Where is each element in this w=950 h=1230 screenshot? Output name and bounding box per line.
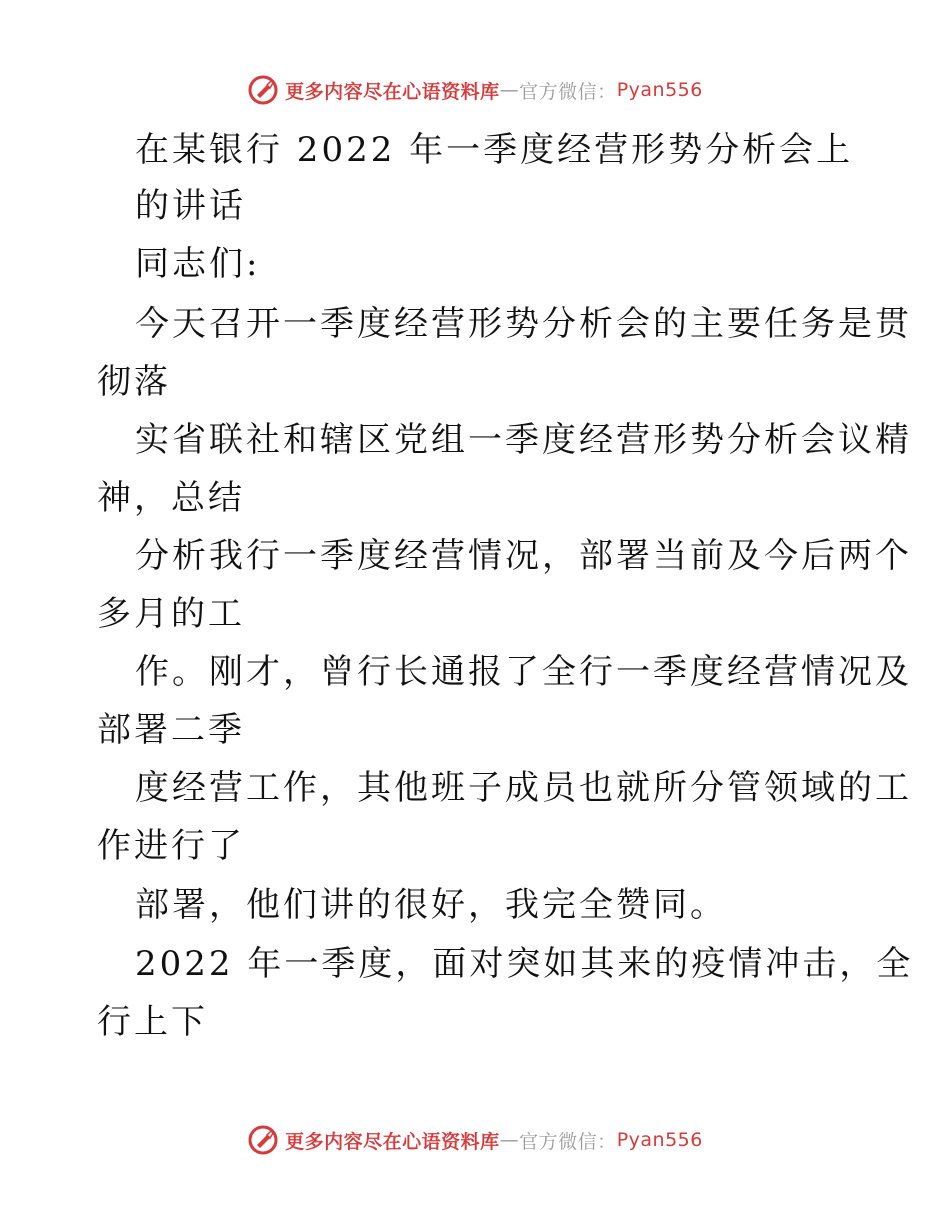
paragraph-line: 神，总结 [97,478,245,518]
banner-wechat-label: 官方微信： [519,80,617,103]
banner-site-name: 更多内容尽在心语资料库 [285,1130,500,1153]
footer-banner [0,1120,950,1160]
brand-logo-icon [247,1124,279,1156]
banner-wechat-label: 官方微信： [519,1130,617,1153]
paragraph-line: 作。刚才，曾行长通报了全行一季度经营情况及 [135,652,912,692]
banner-dash: — [499,79,520,101]
paragraph-line: 多月的工 [97,594,245,634]
paragraph-line: 度经营工作，其他班子成员也就所分管领域的工 [135,768,912,808]
banner-wechat-id: Pyan556 [616,79,703,101]
salutation: 同志们: [135,244,261,284]
header-banner [0,70,950,110]
title-line-2: 的讲话 [135,186,246,226]
paragraph-line: 彻落 [97,362,171,402]
paragraph-line: 实省联社和辖区党组一季度经营形势分析会议精 [135,420,912,460]
brand-logo-icon [247,74,279,106]
paragraph-line: 作进行了 [97,826,245,866]
paragraph-line: 行上下 [97,1002,208,1042]
paragraph-line: 今天召开一季度经营形势分析会的主要任务是贯 [135,304,912,344]
banner-wechat-id: Pyan556 [616,1129,703,1151]
banner-site-name: 更多内容尽在心语资料库 [285,80,500,103]
paragraph-line: 部署，他们讲的很好，我完全赞同。 [135,885,727,925]
paragraph-line: 部署二季 [97,710,245,750]
banner-dash: — [499,1129,520,1151]
paragraph-line: 分析我行一季度经营情况，部署当前及今后两个 [135,536,912,576]
title-line-1: 在某银行 2022 年一季度经营形势分析会上 [135,130,854,170]
paragraph-line: 2022 年一季度，面对突如其来的疫情冲击，全 [135,944,914,984]
